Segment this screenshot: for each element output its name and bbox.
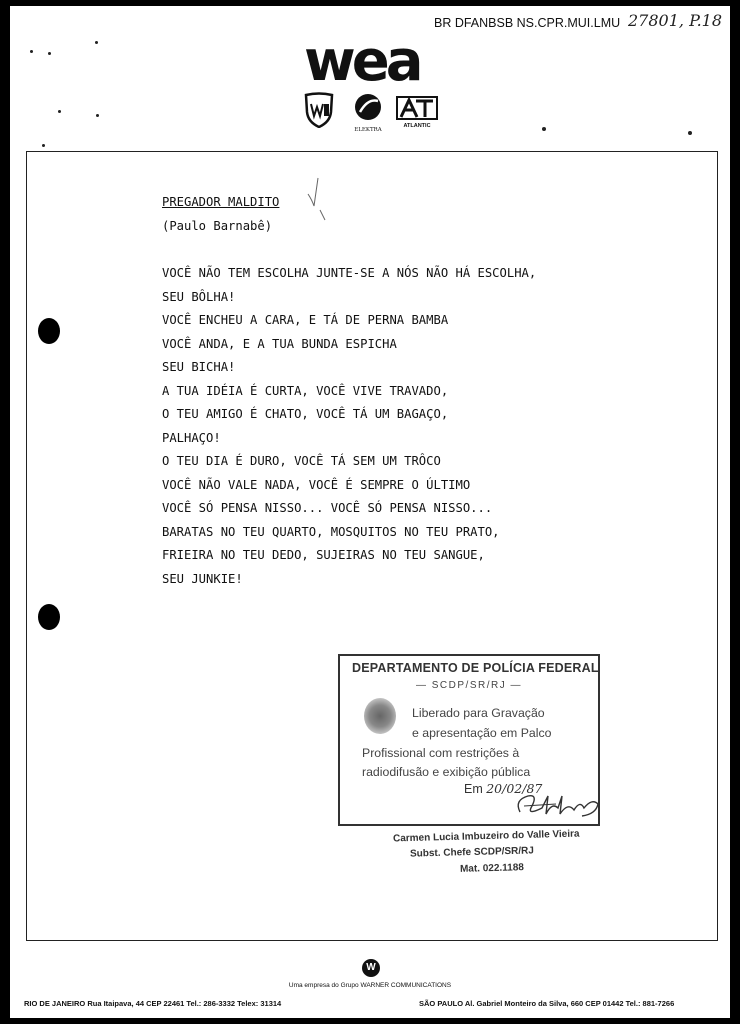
lyric-line: FRIEIRA NO TEU DEDO, SUJEIRAS NO TEU SANGUE, — [162, 548, 485, 562]
federal-seal-icon — [364, 698, 396, 734]
signatory-title: Subst. Chefe SCDP/SR/RJ — [409, 845, 535, 860]
stamp-text-line: e apresentação em Palco — [412, 726, 552, 740]
lyric-line: BARATAS NO TEU QUARTO, MOSQUITOS NO TEU PRATO, — [162, 524, 500, 539]
stamp-department: DEPARTAMENTO DE POLÍCIA FEDERAL — [352, 661, 599, 675]
lyric-line: O TEU AMIGO É CHATO, VOCÊ TÁ UM BAGAÇO, — [162, 407, 449, 421]
signatory-name: Carmen Lucia Imbuzeiro do Valle Vieira — [392, 828, 580, 845]
signatory-registration: Mat. 022.1188 — [459, 862, 525, 875]
stamp-date-prefix: Em — [464, 782, 483, 796]
stamp-date-handwritten: 20/02/87 — [486, 781, 543, 796]
stamp-section: — SCDP/SR/RJ — — [415, 680, 522, 691]
lyric-line: SEU BICHA! — [162, 360, 236, 374]
footer-address-rio: RIO DE JANEIRO Rua Itaipava, 44 CEP 22461 Tel.: 286-3332 Telex: 31314 — [24, 999, 282, 1008]
lyric-line: VOCÊ ENCHEU A CARA, E TÁ DE PERNA BAMBA — [162, 313, 449, 327]
document-page — [10, 6, 730, 1018]
warner-communications-icon: W — [362, 959, 380, 977]
lyric-line: O TEU DIA É DURO, VOCÊ TÁ SEM UM TRÔCO — [162, 454, 441, 468]
pencil-check-mark — [304, 170, 334, 226]
paper-speck — [42, 144, 45, 147]
lyric-line: SEU JUNKIE! — [162, 571, 243, 586]
paper-speck — [96, 114, 99, 117]
stamp-text-line: Liberado para Gravação — [412, 706, 545, 720]
archive-reference-handwritten: 27801, P.18 — [628, 11, 723, 30]
archive-reference: BR DFANBSB NS.CPR.MUI.LMU — [434, 16, 621, 30]
punch-hole — [38, 604, 60, 630]
lyric-line: PALHAÇO! — [162, 430, 221, 445]
atlantic-label-text: ATLANTIC — [403, 123, 431, 129]
handwritten-signature — [512, 788, 602, 822]
lyric-line: A TUA IDÉIA É CURTA, VOCÊ VIVE TRAVADO, — [162, 383, 449, 398]
footer-address-sao-paulo: SÃO PAULO Al. Gabriel Monteiro da Silva, 660 CEP 01442 Tel.: 881-7266 — [419, 999, 675, 1008]
paper-speck — [542, 127, 546, 131]
lyric-line: VOCÊ NÃO TEM ESCOLHA JUNTE-SE A NÓS NÃO HÁ ESCOLHA, — [162, 266, 537, 280]
stamp-text-line: radiodifusão e exibição pública — [362, 765, 531, 779]
song-author: (Paulo Barnabê) — [162, 219, 273, 233]
song-title: PREGADOR MALDITO — [162, 195, 280, 209]
atlantic-icon — [396, 96, 438, 128]
elektra-label-text: ELEKTRA — [354, 127, 382, 133]
paper-speck — [58, 110, 61, 113]
wea-logo: wea — [304, 29, 420, 94]
elektra-icon — [350, 92, 386, 136]
paper-speck — [48, 52, 51, 55]
lyric-line: SEU BÔLHA! — [162, 289, 236, 304]
lyrics — [162, 262, 536, 591]
footer-tagline: Uma empresa do Grupo WARNER COMMUNICATIONS — [288, 982, 452, 989]
paper-speck — [95, 41, 98, 44]
punch-hole — [38, 318, 60, 344]
lyric-line: VOCÊ SÓ PENSA NISSO... VOCÊ SÓ PENSA NISSO... — [162, 501, 493, 515]
stamp-text-line: Profissional com restrições à — [362, 746, 520, 760]
paper-speck — [30, 50, 33, 53]
warner-bros-shield-icon — [304, 92, 334, 128]
lyric-line: VOCÊ ANDA, E A TUA BUNDA ESPICHA — [162, 336, 397, 351]
paper-speck — [688, 131, 692, 135]
censorship-stamp — [338, 654, 600, 826]
lyric-line: VOCÊ NÃO VALE NADA, VOCÊ É SEMPRE O ÚLTIMO — [162, 477, 471, 492]
